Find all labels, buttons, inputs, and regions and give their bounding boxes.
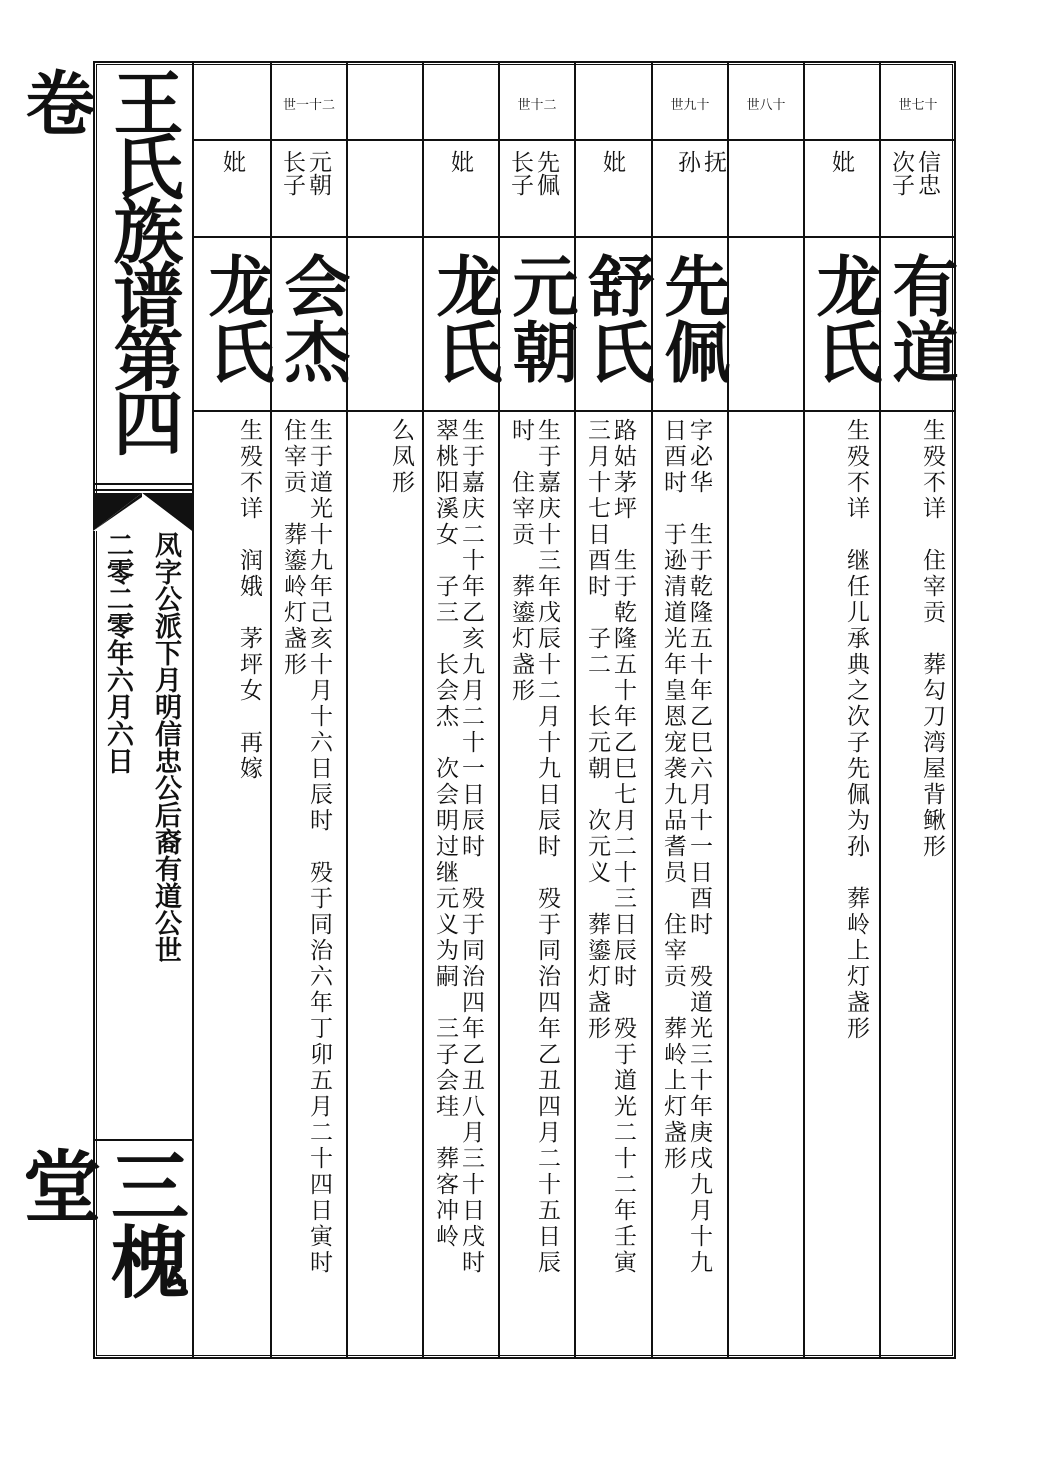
generation-label: 世九十	[670, 98, 710, 113]
book-title: 王氏族谱第四卷	[14, 67, 185, 451]
title-panel	[10, 61, 194, 1359]
row-divider	[194, 139, 956, 141]
generation-label: 世八十	[746, 98, 786, 113]
biography: 字必华 生于乾隆五十年乙巳六月十一日酉时 殁道光三十年庚戌九月十九 日酉时 于逊清道光年皇恩宠袭九品耆员 住宰贡 葬岭上灯盏形	[660, 418, 712, 1276]
chevron-ornament	[93, 493, 192, 531]
biography: 生于嘉庆二十年乙亥九月二十一日辰时 殁于同治四年乙丑八月三十日戌时 翠桃阳溪女 子三 长会杰 次会明过继元义为嗣 三子会珪 葬客冲岭	[432, 418, 484, 1276]
person-name: 元朝	[501, 252, 579, 384]
col-divider	[422, 61, 424, 1359]
hall-divider	[93, 1139, 192, 1141]
title-divider-2	[93, 489, 192, 491]
biography: 生殁不详 继任儿承典之次子先佩为孙 葬岭上灯盏形	[843, 418, 869, 1042]
relation-label: 妣	[447, 150, 473, 173]
row-divider	[194, 410, 956, 412]
title-divider	[93, 483, 192, 485]
biography: 生殁不详 润娥 茅坪女 再嫁	[236, 418, 262, 782]
compile-date: 二零二零年六月六日	[102, 531, 133, 774]
biography: 路姑茅坪 生于乾隆五十年乙巳七月二十三日辰时 殁于道光二十二年壬寅 三月十七日酉时 子二 长元朝 次元义 葬鎏灯盏形	[584, 418, 636, 1276]
lineage-subtitle: 凤字公派下月明信忠公后裔有道公世	[150, 531, 181, 963]
generation-label: 世七十	[898, 98, 938, 113]
biography: 生殁不详 住宰贡 葬勾刀湾屋背鳅形	[919, 418, 945, 860]
biography: 么凤形	[388, 418, 414, 496]
person-name: 龙氏	[425, 252, 503, 384]
biography: 生于嘉庆十三年戊辰十二月十九日辰时 殁于同治四年乙丑四月二十五日辰 时 住宰贡 葬鎏灯盏形	[508, 418, 560, 1276]
generation-label: 世一十二	[282, 98, 335, 113]
person-name: 龙氏	[197, 252, 275, 384]
person-name: 龙氏	[805, 252, 883, 384]
relation-label: 妣	[599, 150, 625, 173]
relation-label: 先佩 长子	[507, 150, 559, 196]
relation-label: 信忠 次子	[888, 150, 940, 196]
relation-label: 元朝 长子	[279, 150, 331, 196]
relation-label: 抚 孙	[674, 150, 726, 173]
generation-label: 世十二	[517, 98, 557, 113]
biography: 生于道光十九年己亥十月十六日辰时 殁于同治六年丁卯五月二十四日寅时 住宰贡 葬鎏岭灯盏形	[280, 418, 332, 1276]
person-name: 舒氏	[577, 252, 655, 384]
row-divider	[194, 236, 956, 238]
relation-label: 妣	[828, 150, 854, 173]
person-name: 会杰	[273, 252, 351, 384]
hall-name: 三槐堂	[10, 1146, 189, 1298]
person-name: 先佩	[653, 252, 731, 384]
relation-label: 妣	[219, 150, 245, 173]
person-name: 有道	[881, 252, 959, 384]
